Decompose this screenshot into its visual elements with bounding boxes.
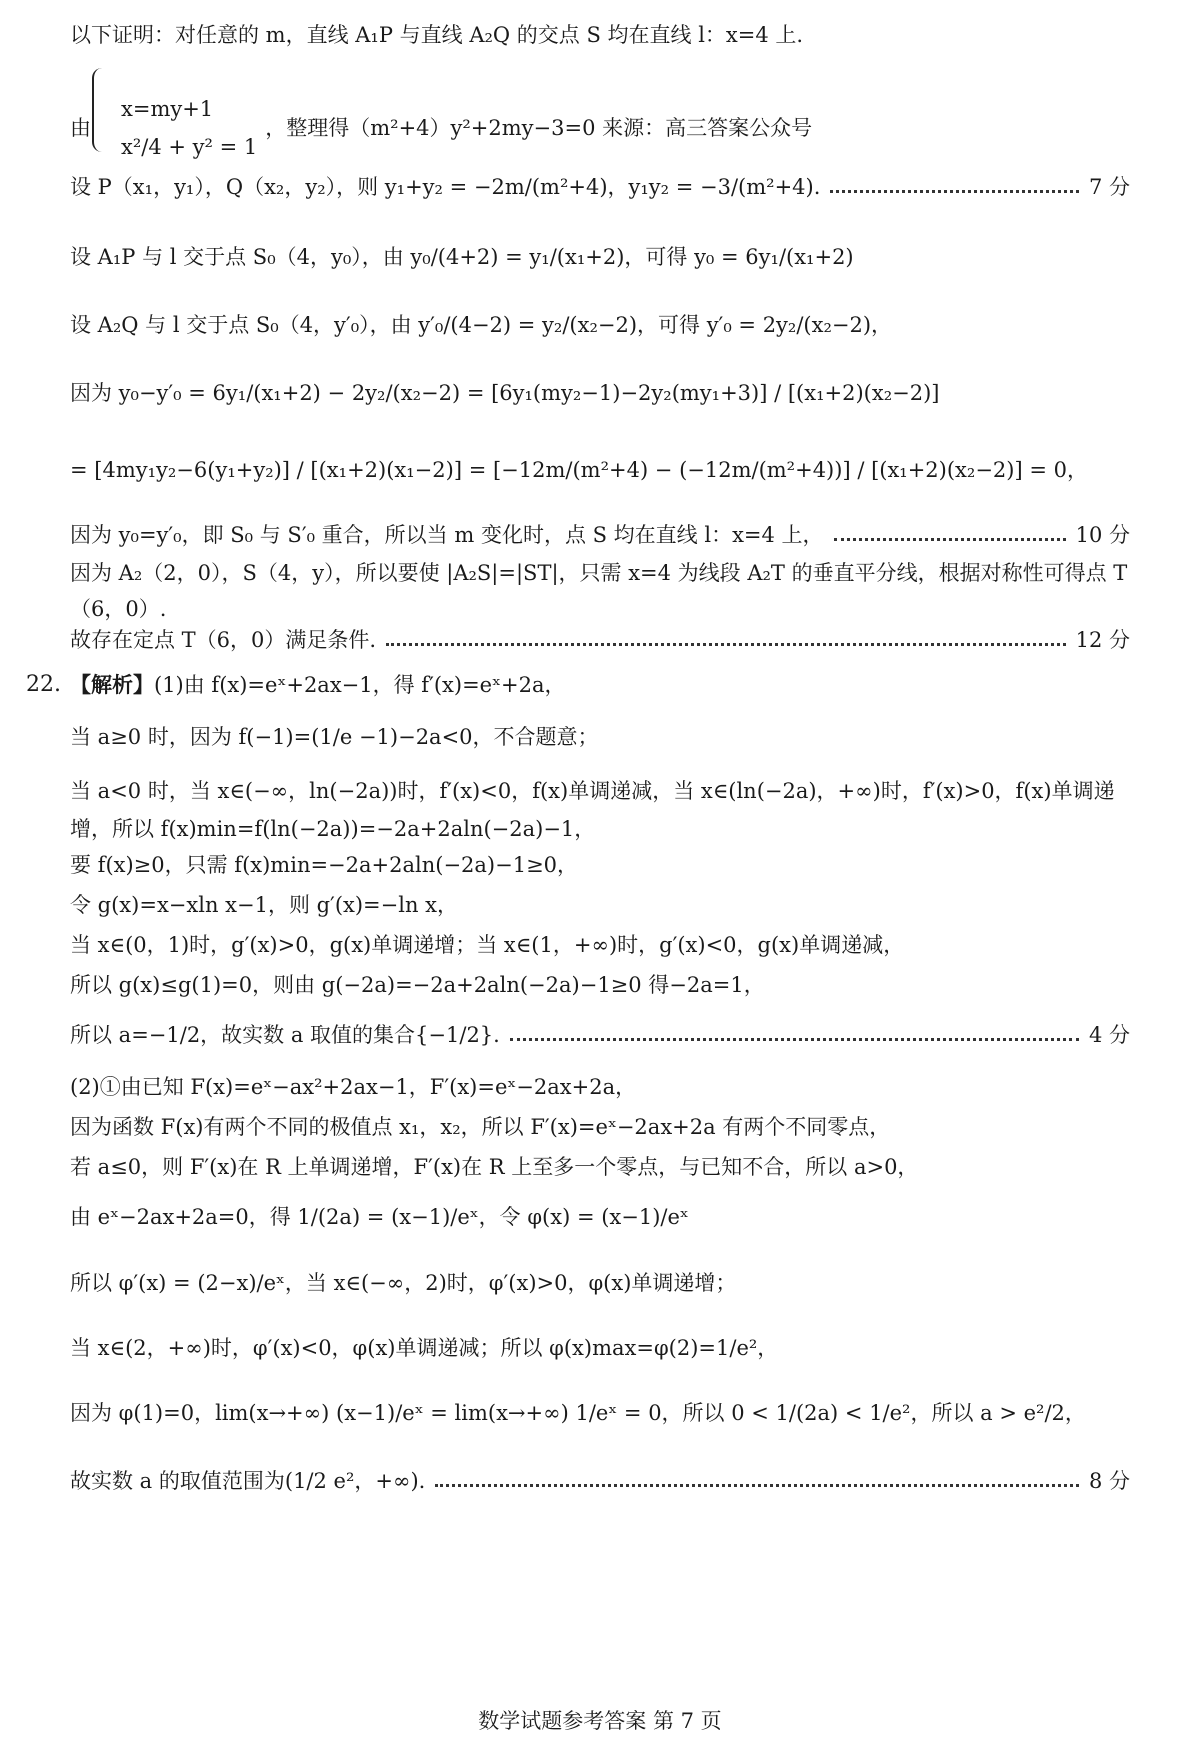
line-conclusion-21: 故存在定点 T（6，0）满足条件. 12 分 xyxy=(70,625,1130,655)
question-number: 22. xyxy=(26,672,61,697)
analysis-tag: 【解析】 xyxy=(70,673,154,697)
line-22-a-nonneg: 当 a≥0 时，因为 f(−1)=(1/e −1)−2a<0，不合题意； xyxy=(70,725,599,749)
line-22-phi-dec: 当 x∈(2，+∞)时，φ′(x)<0，φ(x)单调递减；所以 φ(x)max=φ(2)=1/e²， xyxy=(70,1336,779,1360)
line-22-g-def: 令 g(x)=x−xln x−1，则 g′(x)=−ln x， xyxy=(70,893,459,917)
score-mark: 12 分 xyxy=(1075,628,1130,652)
line-symmetry: 因为 A₂（2，0），S（4，y），所以要使 |A₂S|=|ST|，只需 x=4 为线段 A₂T 的垂直平分线，根据对称性可得点 T（6，0）. xyxy=(70,561,1128,621)
line-22-phi-def: 由 eˣ−2ax+2a=0，得 1/(2a) = (x−1)/eˣ，令 φ(x) = (x−1)/eˣ xyxy=(70,1205,689,1229)
line-22-answer1: 所以 a=−1/2，故实数 a 取值的集合{−1/2}. 4 分 xyxy=(70,1020,1130,1050)
score-mark: 8 分 xyxy=(1088,1469,1130,1493)
line-vieta: 设 P（x₁，y₁），Q（x₂，y₂），则 y₁+y₂ = −2m/(m²+4)，y₁y₂ = −3/(m²+4). 7 分 xyxy=(70,172,1130,202)
line-difference-zero: = [4my₁y₂−6(y₁+y₂)] / [(x₁+2)(x₁−2)] = [−12m/(m²+4) − (−12m/(m²+4))] / [(x₁+2)(x₂−2)] = 0， xyxy=(70,458,1088,482)
line-22-g-mono: 当 x∈(0，1)时，g′(x)>0，g(x)单调递增；当 x∈(1，+∞)时，g′(x)<0，g(x)单调递减， xyxy=(70,933,905,957)
line-s0-a2q: 设 A₂Q 与 l 交于点 S₀（4，y′₀），由 y′₀/(4−2) = y₂/(x₂−2)，可得 y′₀ = 2y₂/(x₂−2)， xyxy=(70,313,893,337)
page-footer: 数学试题参考答案 第 7 页 xyxy=(478,1709,722,1733)
line-system xyxy=(70,90,1130,166)
leader-dots xyxy=(834,538,1066,541)
line-22-require: 要 f(x)≥0，只需 f(x)min=−2a+2aln(−2a)−1≥0， xyxy=(70,853,579,877)
line-22-derivative: 【解析】 (1)由 f(x)=eˣ+2ax−1，得 f′(x)=eˣ+2a， xyxy=(70,670,1130,700)
line-22-two-zeros: 因为函数 F(x)有两个不同的极值点 x₁，x₂，所以 F′(x)=eˣ−2ax+2a 有两个不同零点， xyxy=(70,1115,891,1139)
line-coincide: 因为 y₀=y′₀，即 S₀ 与 S′₀ 重合，所以当 m 变化时，点 S 均在直线 l：x=4 上， 10 分 xyxy=(70,520,1130,550)
line-22-range: 故实数 a 的取值范围为(1/2 e²，+∞). 8 分 xyxy=(70,1466,1130,1496)
score-mark: 4 分 xyxy=(1088,1023,1130,1047)
leader-dots xyxy=(386,643,1066,646)
line-22-part2: (2)①由已知 F(x)=eˣ−ax²+2ax−1，F′(x)=eˣ−2ax+2a， xyxy=(70,1075,637,1099)
line-s0-a1p: 设 A₁P 与 l 交于点 S₀（4，y₀），由 y₀/(4+2) = y₁/(x₁+2)，可得 y₀ = 6y₁/(x₁+2) xyxy=(70,245,854,269)
system-eq-1: x=my+1 xyxy=(121,97,214,121)
system-eq-2: x²/4 + y² = 1 xyxy=(121,135,258,159)
leader-dots xyxy=(830,190,1079,193)
leader-dots xyxy=(435,1484,1079,1487)
leader-dots xyxy=(510,1038,1079,1041)
line-22-g-max: 所以 g(x)≤g(1)=0，则由 g(−2a)=−2a+2aln(−2a)−1≥0 得−2a=1， xyxy=(70,973,765,997)
system-result: ，整理得（m²+4）y²+2my−3=0 来源：高三答案公众号 xyxy=(265,116,813,140)
system-prefix: 由 xyxy=(70,116,91,140)
line-22-a-positive: 若 a≤0，则 F′(x)在 R 上单调递增，F′(x)在 R 上至多一个零点，与已知不合，所以 a>0， xyxy=(70,1155,919,1179)
line-difference: 因为 y₀−y′₀ = 6y₁/(x₁+2) − 2y₂/(x₂−2) = [6y₁(my₂−1)−2y₂(my₁+3)] / [(x₁+2)(x₂−2)] xyxy=(70,381,940,405)
line-22-phi-inc: 所以 φ′(x) = (2−x)/eˣ，当 x∈(−∞，2)时，φ′(x)>0，φ(x)单调递增； xyxy=(70,1271,737,1295)
score-mark: 7 分 xyxy=(1088,175,1130,199)
system-equations xyxy=(121,90,257,166)
line-22-limit: 因为 φ(1)=0，lim(x→+∞) (x−1)/eˣ = lim(x→+∞) 1/eˣ = 0，所以 0 < 1/(2a) < 1/e²，所以 a > e²/2， xyxy=(70,1401,1086,1425)
line-proof-intro: 以下证明：对任意的 m，直线 A₁P 与直线 A₂Q 的交点 S 均在直线 l：x=4 上. xyxy=(70,23,804,47)
line-22-a-neg: 当 a<0 时，当 x∈(−∞，ln(−2a))时，f′(x)<0，f(x)单调递减，当 x∈(ln(−2a)，+∞)时，f′(x)>0，f(x)单调递增，所以 f(x)min=f(ln(−2a))=−2a+2aln(−2a)−1， xyxy=(70,779,1115,841)
score-mark: 10 分 xyxy=(1075,523,1130,547)
